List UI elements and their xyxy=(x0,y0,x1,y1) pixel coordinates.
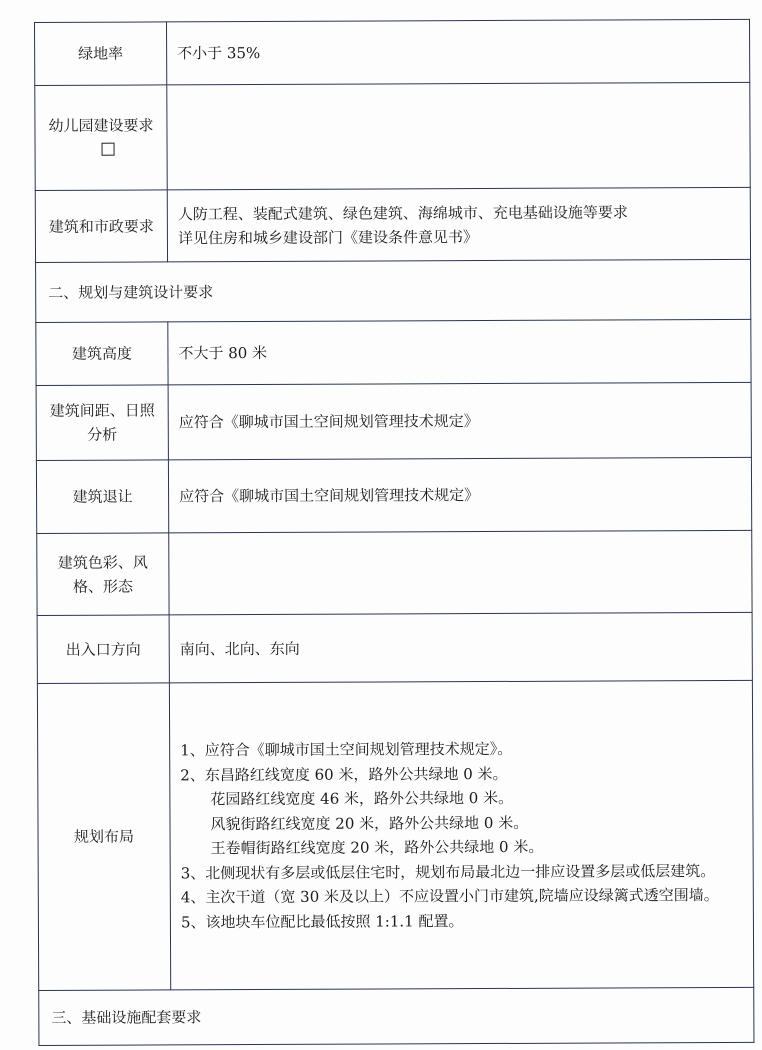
table-row xyxy=(37,530,752,615)
table-row xyxy=(36,382,751,460)
value-line: 王卷帽街路红线宽度 20 米，路外公共绿地 0 米。 xyxy=(210,837,544,858)
table-row xyxy=(36,319,751,385)
row-value xyxy=(169,530,752,615)
value-line: 3、北侧现状有多层或低层住宅时，规划布局最北边一排应设置多层或低层建筑。 xyxy=(180,861,716,882)
row-value: 应符合《聊城市国土空间规划管理技术规定》 xyxy=(168,382,751,460)
value-line: 4、主次干道（宽 30 米及以上）不应设置小门市建筑,院墙应设绿篱式透空围墙。 xyxy=(180,886,719,907)
row-label: 建筑退让 xyxy=(36,460,168,534)
table-row xyxy=(37,612,752,683)
table-row xyxy=(37,680,753,990)
checkbox-icon xyxy=(102,143,115,156)
row-value: 不小于 35% xyxy=(167,19,750,85)
row-value: 应符合《聊城市国土空间规划管理技术规定》 xyxy=(168,457,751,533)
row-value xyxy=(169,680,753,990)
row-value: 不大于 80 米 xyxy=(168,319,751,385)
value-line: 详见住房和城乡建设部门《建设条件意见书》 xyxy=(177,227,478,247)
value-line: 5、该地块车位配比最低按照 1:1.1 配置。 xyxy=(180,911,464,931)
row-label: 建筑和市政要求 xyxy=(35,190,167,263)
table-row xyxy=(35,19,750,85)
row-value: 南向、北向、东向 xyxy=(169,612,752,683)
row-label xyxy=(35,85,167,191)
row-label: 建筑色彩、风格、形态 xyxy=(37,533,169,616)
value-line: 人防工程、装配式建筑、绿色建筑、海绵城市、充电基础设施等要求 xyxy=(177,202,628,223)
table-row xyxy=(36,457,751,533)
section-heading: 二、规划与建筑设计要求 xyxy=(36,259,751,322)
label-text: 幼儿园建设要求 xyxy=(48,116,154,135)
table-row xyxy=(35,82,750,190)
table-row xyxy=(35,187,750,262)
section-heading: 三、基础设施配套要求 xyxy=(39,987,754,1045)
section-row xyxy=(39,987,754,1045)
planning-conditions-table xyxy=(34,19,754,1046)
value-line: 风貌街路红线宽度 20 米，路外公共绿地 0 米。 xyxy=(210,813,529,833)
row-value xyxy=(167,82,750,190)
row-label: 规划布局 xyxy=(37,683,170,991)
value-line: 花园路红线宽度 46 米，路外公共绿地 0 米。 xyxy=(210,788,514,809)
row-label: 出入口方向 xyxy=(37,615,169,684)
value-line: 1、应符合《聊城市国土空间规划管理技术规定》。 xyxy=(180,739,513,760)
row-label: 绿地率 xyxy=(35,22,167,86)
value-line: 2、东昌路红线宽度 60 米，路外公共绿地 0 米。 xyxy=(180,764,508,784)
row-label: 建筑间距、日照分析 xyxy=(36,385,168,461)
row-label: 建筑高度 xyxy=(36,322,168,386)
row-value xyxy=(167,187,750,262)
section-row xyxy=(36,259,751,322)
